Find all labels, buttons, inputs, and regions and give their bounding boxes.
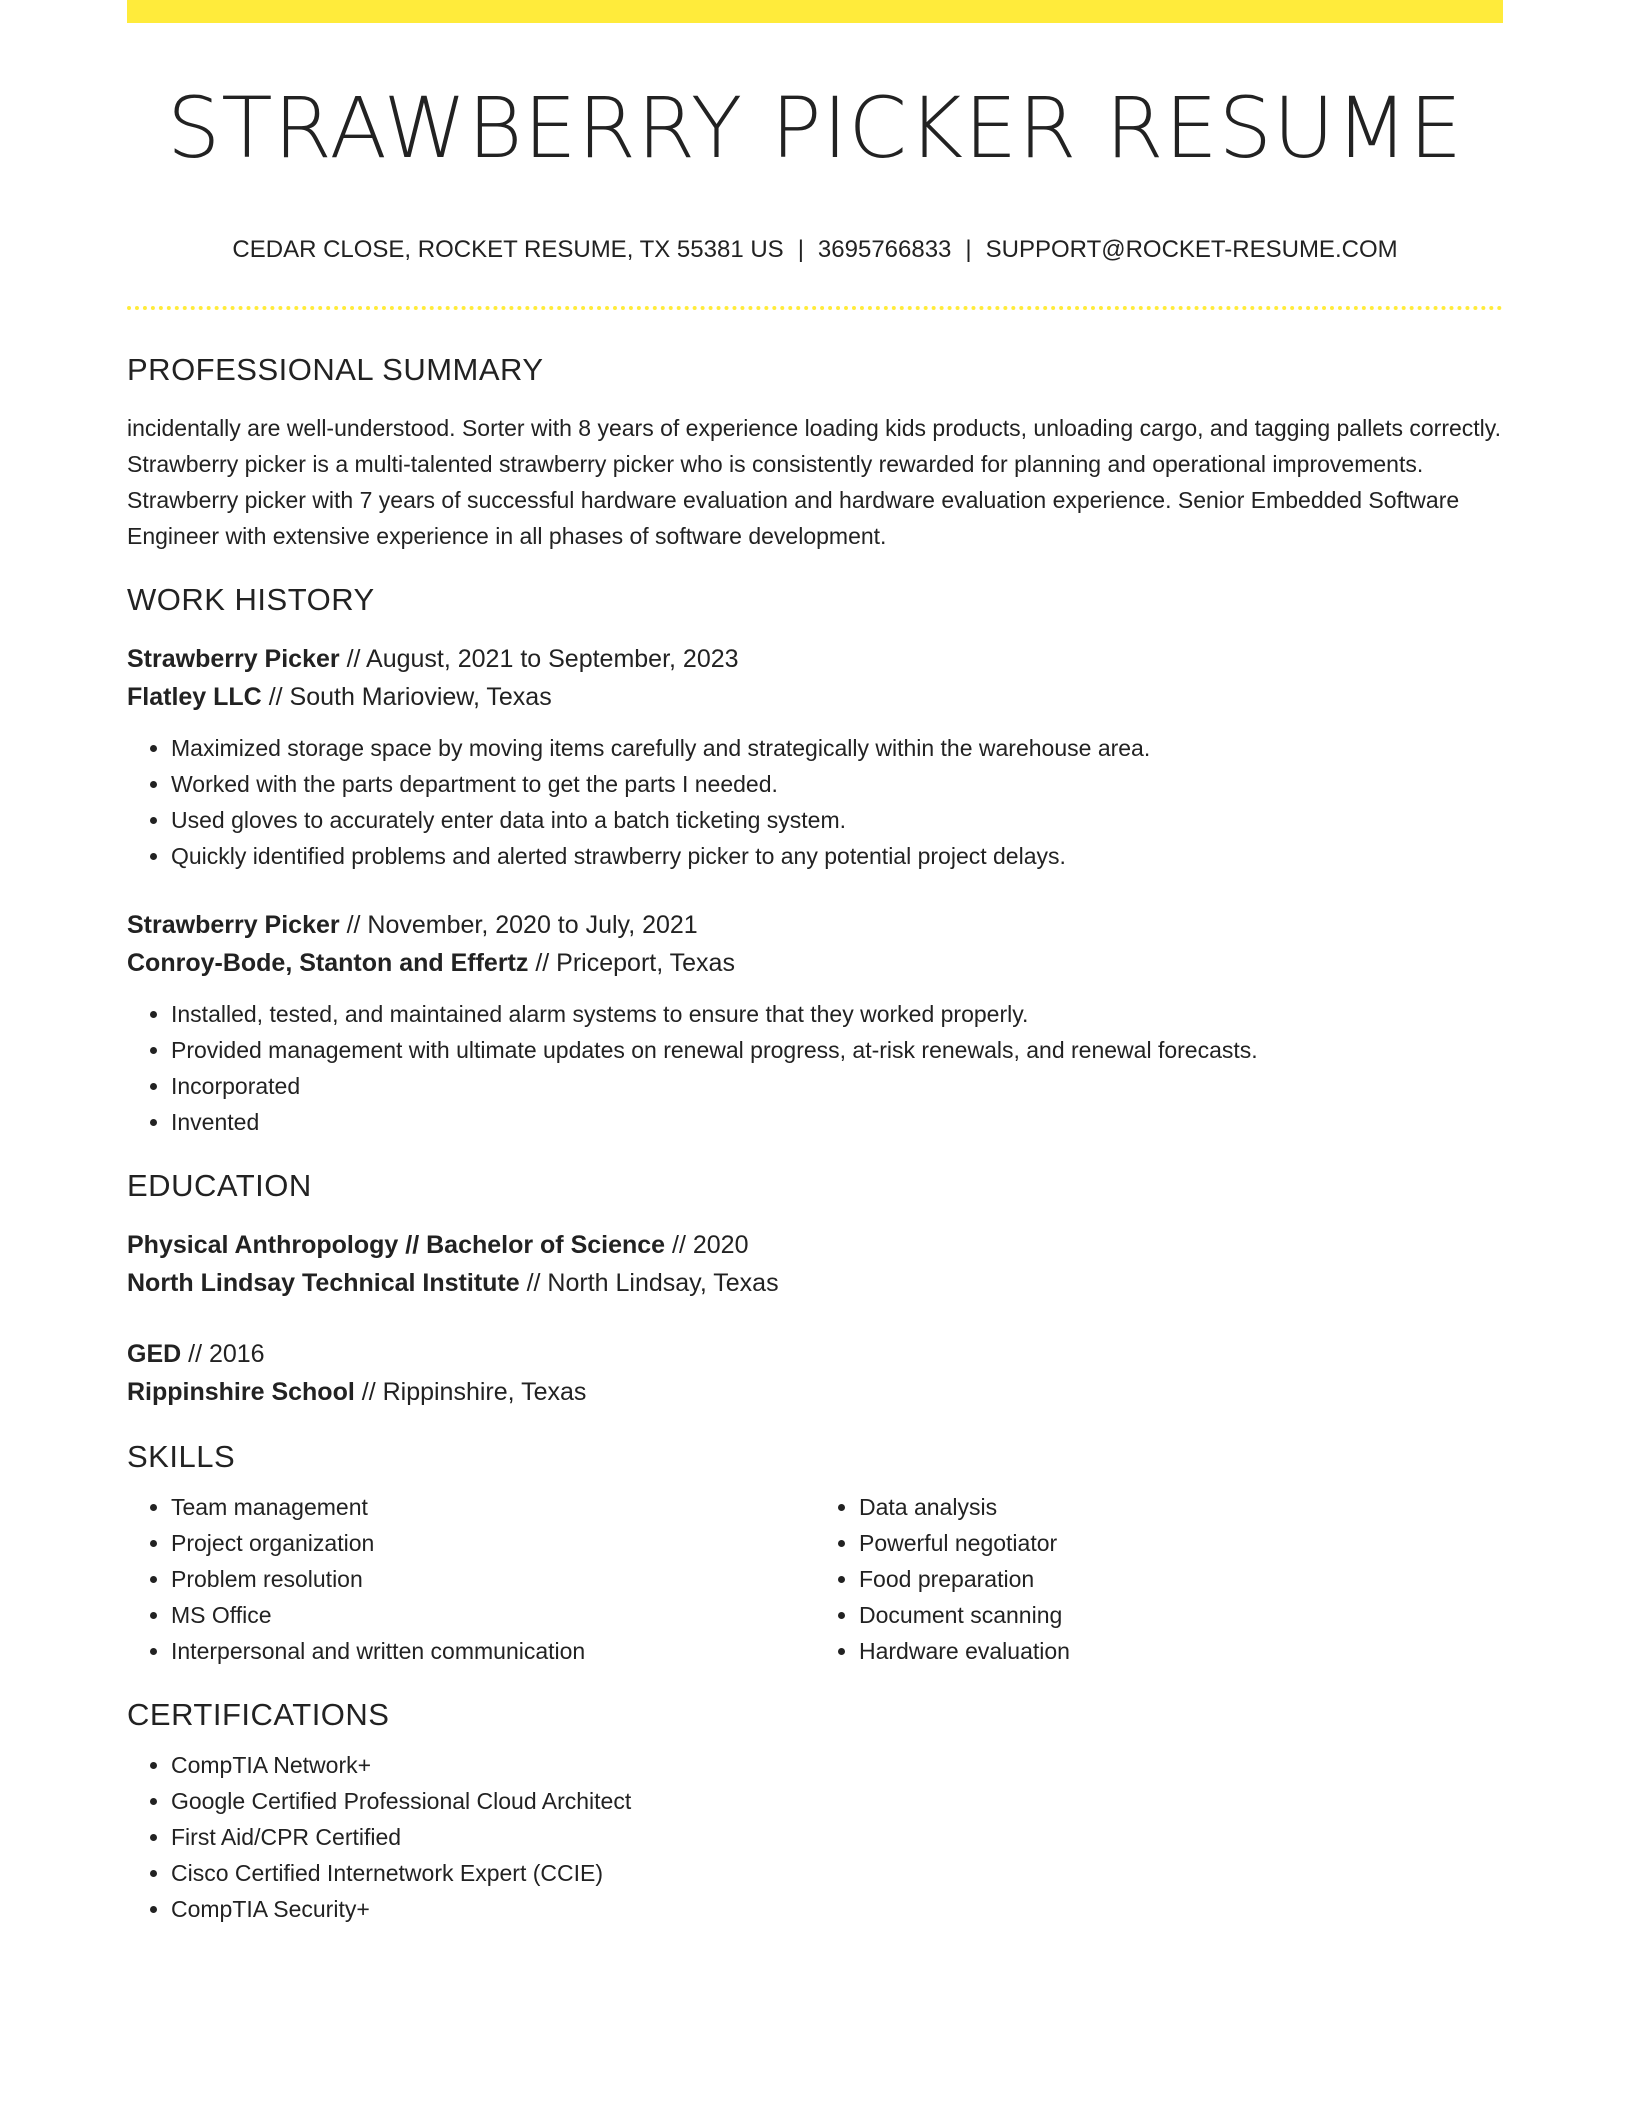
contact-separator: | bbox=[965, 236, 972, 263]
certification-item: • First Aid/CPR Certified bbox=[171, 1819, 1503, 1855]
skill-item: • Food preparation bbox=[859, 1561, 1503, 1597]
job-bullet: • Maximized storage space by moving items carefully and strategically within the warehouse area. bbox=[171, 730, 1503, 766]
job-title: Strawberry Picker bbox=[127, 645, 340, 673]
job-bullet: • Invented bbox=[171, 1104, 1503, 1140]
resume-title: STRAWBERRY PICKER RESUME bbox=[166, 79, 1464, 177]
skill-item: • Hardware evaluation bbox=[859, 1633, 1503, 1669]
skill-item: • Project organization bbox=[171, 1525, 815, 1561]
certification-item: • Google Certified Professional Cloud Architect bbox=[171, 1783, 1503, 1819]
job-bullet: • Worked with the parts department to get the parts I needed. bbox=[171, 766, 1503, 802]
contact-phone: 3695766833 bbox=[817, 236, 952, 263]
contact-line bbox=[127, 236, 1503, 264]
job-bullet: • Used gloves to accurately enter data into a batch ticketing system. bbox=[171, 802, 1503, 838]
education-school-line bbox=[127, 1264, 1503, 1302]
job-company-line bbox=[127, 678, 1503, 716]
education-entry bbox=[127, 1335, 1503, 1411]
education-location: // Rippinshire, Texas bbox=[354, 1378, 587, 1406]
job-title-line bbox=[127, 906, 1503, 944]
education-school: Rippinshire School bbox=[127, 1378, 355, 1406]
dotted-divider bbox=[127, 306, 1503, 310]
summary-heading: PROFESSIONAL SUMMARY bbox=[127, 352, 544, 387]
contact-address: CEDAR CLOSE, ROCKET RESUME, TX 55381 US bbox=[232, 236, 784, 263]
education-degree-line bbox=[127, 1226, 1503, 1264]
education-school: North Lindsay Technical Institute bbox=[127, 1269, 520, 1297]
job-title: Strawberry Picker bbox=[127, 911, 340, 939]
skill-item: • MS Office bbox=[171, 1597, 815, 1633]
job-company: Flatley LLC bbox=[127, 683, 262, 711]
skill-item: • Team management bbox=[171, 1489, 815, 1525]
skills-right-list bbox=[815, 1489, 1503, 1669]
job-bullet: • Quickly identified problems and alerted strawberry picker to any potential project delays. bbox=[171, 838, 1503, 874]
certification-item: • CompTIA Security+ bbox=[171, 1891, 1503, 1927]
education-degree: Physical Anthropology // Bachelor of Science bbox=[127, 1231, 666, 1259]
certifications-heading: CERTIFICATIONS bbox=[127, 1697, 390, 1732]
education-degree-line bbox=[127, 1335, 1503, 1373]
education-entry bbox=[127, 1226, 1503, 1302]
skills-section bbox=[127, 1439, 1503, 1669]
education-section bbox=[127, 1168, 1503, 1411]
education-location: // North Lindsay, Texas bbox=[519, 1269, 779, 1297]
job-dates: // November, 2020 to July, 2021 bbox=[339, 911, 698, 939]
job-location: // South Marioview, Texas bbox=[261, 683, 552, 711]
contact-separator: | bbox=[797, 236, 804, 263]
skills-heading: SKILLS bbox=[127, 1439, 236, 1474]
skill-item: • Interpersonal and written communication bbox=[171, 1633, 815, 1669]
job-company: Conroy-Bode, Stanton and Effertz bbox=[127, 949, 529, 977]
skill-item: • Problem resolution bbox=[171, 1561, 815, 1597]
job-title-line bbox=[127, 640, 1503, 678]
education-degree: GED bbox=[127, 1340, 182, 1368]
job-location: // Priceport, Texas bbox=[528, 949, 735, 977]
education-year: // 2020 bbox=[665, 1231, 749, 1259]
summary-text: incidentally are well-understood. Sorter with 8 years of experience loading kids products, unloading cargo, and tagging pallets correctly. Strawberry picker is a multi-talented strawberry picker who is consistently rewarded for planning and operational improvements. Strawberry picker with 7 years of successful hardware evaluation and hardware evaluation experience. Senior Embedded Software Engineer with extensive experience in all phases of software development. bbox=[127, 415, 1501, 549]
summary-section bbox=[127, 352, 1503, 554]
education-year: // 2016 bbox=[181, 1340, 265, 1368]
job-bullet: • Incorporated bbox=[171, 1068, 1503, 1104]
top-accent-bar bbox=[127, 0, 1503, 23]
contact-email: SUPPORT@ROCKET-RESUME.COM bbox=[985, 236, 1398, 263]
job-bullets bbox=[127, 730, 1503, 874]
education-school-line bbox=[127, 1373, 1503, 1411]
education-heading: EDUCATION bbox=[127, 1168, 312, 1203]
job-entry bbox=[127, 640, 1503, 874]
job-company-line bbox=[127, 944, 1503, 982]
job-entry bbox=[127, 906, 1503, 1140]
work-history-heading: WORK HISTORY bbox=[127, 582, 375, 617]
skills-columns bbox=[127, 1489, 1503, 1669]
certifications-list bbox=[127, 1747, 1503, 1927]
job-dates: // August, 2021 to September, 2023 bbox=[339, 645, 739, 673]
job-bullets bbox=[127, 996, 1503, 1140]
skill-item: • Document scanning bbox=[859, 1597, 1503, 1633]
certifications-section bbox=[127, 1697, 1503, 1927]
job-bullet: • Installed, tested, and maintained alarm systems to ensure that they worked properly. bbox=[171, 996, 1503, 1032]
certification-item: • Cisco Certified Internetwork Expert (CCIE) bbox=[171, 1855, 1503, 1891]
certification-item: • CompTIA Network+ bbox=[171, 1747, 1503, 1783]
skill-item: • Powerful negotiator bbox=[859, 1525, 1503, 1561]
resume-content bbox=[127, 352, 1503, 1927]
skill-item: • Data analysis bbox=[859, 1489, 1503, 1525]
skills-left-list bbox=[127, 1489, 815, 1669]
work-history-section bbox=[127, 582, 1503, 1140]
job-bullet: • Provided management with ultimate updates on renewal progress, at-risk renewals, and renewal forecasts. bbox=[171, 1032, 1503, 1068]
